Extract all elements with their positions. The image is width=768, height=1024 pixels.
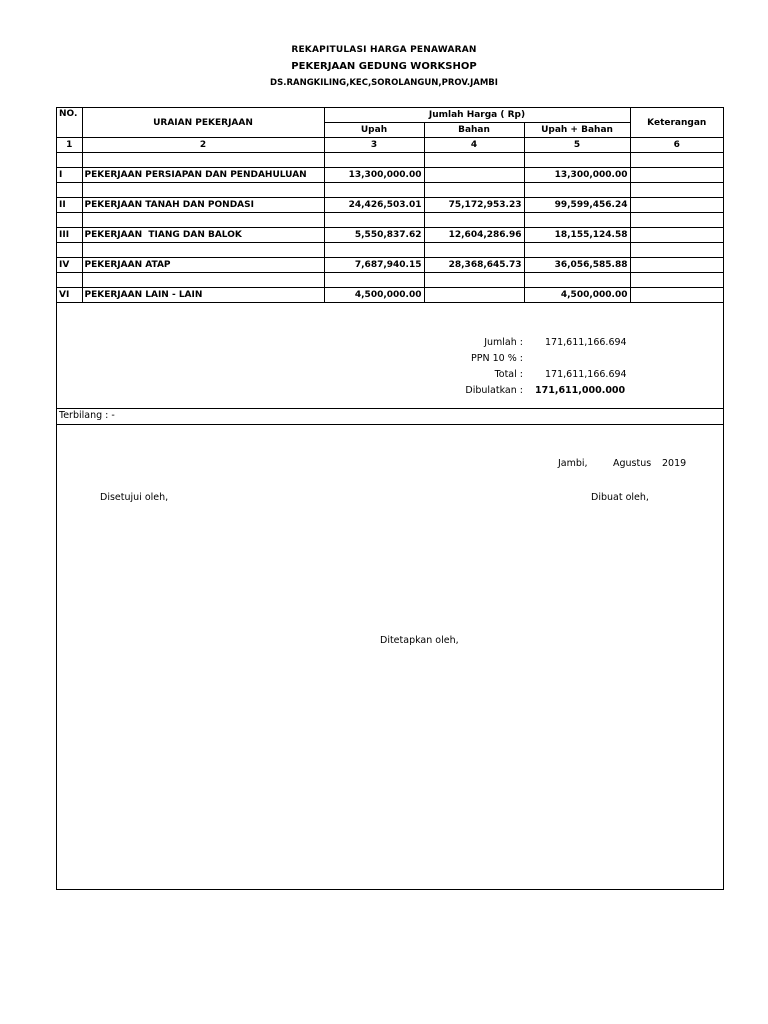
signature-year: 2019 <box>662 458 687 469</box>
row-bahan: 12,604,286.96 <box>424 228 524 243</box>
ppn-label: PPN 10 % : <box>471 353 523 364</box>
row-ket <box>630 168 723 183</box>
jumlah-row <box>57 336 723 350</box>
spacer-row <box>57 153 723 168</box>
approved-by-label: Disetujui oleh, <box>100 492 169 503</box>
row-total: 36,056,585.88 <box>524 258 630 273</box>
dibulatkan-label: Dibulatkan : <box>465 385 523 396</box>
spacer-row <box>57 213 723 228</box>
ppn-row <box>57 352 723 366</box>
row-no: II <box>57 198 82 213</box>
row-ket <box>630 288 723 303</box>
row-no: VI <box>57 288 82 303</box>
summary-section <box>57 315 723 409</box>
row-total: 13,300,000.00 <box>524 168 630 183</box>
table-header-row <box>57 108 723 123</box>
index-cell: 4 <box>424 138 524 153</box>
terbilang-text: Terbilang : - <box>59 410 115 421</box>
col-upah-header: Upah <box>324 123 424 138</box>
table-row <box>57 198 723 213</box>
index-cell: 1 <box>57 138 82 153</box>
row-upah: 4,500,000.00 <box>324 288 424 303</box>
established-by-label: Ditetapkan oleh, <box>380 635 459 646</box>
row-no: III <box>57 228 82 243</box>
recap-table <box>57 108 723 303</box>
table-row <box>57 228 723 243</box>
terbilang-row <box>57 408 723 425</box>
spacer-row <box>57 243 723 258</box>
col-uraian-header: URAIAN PEKERJAAN <box>82 108 324 138</box>
table-row <box>57 258 723 273</box>
jumlah-value: 171,611,166.694 <box>545 337 627 348</box>
row-upah: 24,426,503.01 <box>324 198 424 213</box>
document-title: REKAPITULASI HARGA PENAWARAN <box>291 45 477 55</box>
row-ket <box>630 228 723 243</box>
dibulatkan-value: 171,611,000.000 <box>535 385 626 396</box>
col-bahan-header: Bahan <box>424 123 524 138</box>
row-no: I <box>57 168 82 183</box>
total-value: 171,611,166.694 <box>545 369 627 380</box>
spacer-row <box>57 183 723 198</box>
row-upah: 5,550,837.62 <box>324 228 424 243</box>
row-uraian: PEKERJAAN ATAP <box>82 258 324 273</box>
col-ket-header: Keterangan <box>630 108 723 138</box>
index-cell: 2 <box>82 138 324 153</box>
row-bahan: 75,172,953.23 <box>424 198 524 213</box>
total-row <box>57 368 723 382</box>
row-ket <box>630 198 723 213</box>
row-bahan: 28,368,645.73 <box>424 258 524 273</box>
table-index-row <box>57 138 723 153</box>
signature-city: Jambi, <box>558 458 588 469</box>
col-jumlah-header: Jumlah Harga ( Rp) <box>324 108 630 123</box>
index-cell: 6 <box>630 138 723 153</box>
spacer-row <box>57 273 723 288</box>
recap-sheet <box>56 107 724 890</box>
row-total: 4,500,000.00 <box>524 288 630 303</box>
prepared-by-label: Dibuat oleh, <box>591 492 649 503</box>
col-total-header: Upah + Bahan <box>524 123 630 138</box>
signature-month: Agustus <box>613 458 652 469</box>
project-location: DS.RANGKILING,KEC,SOROLANGUN,PROV.JAMBI <box>270 78 498 88</box>
dibulatkan-row <box>57 384 723 398</box>
table-row <box>57 168 723 183</box>
project-name: PEKERJAAN GEDUNG WORKSHOP <box>291 61 477 72</box>
row-uraian: PEKERJAAN LAIN - LAIN <box>82 288 324 303</box>
jumlah-label: Jumlah : <box>484 337 523 348</box>
row-upah: 7,687,940.15 <box>324 258 424 273</box>
row-total: 18,155,124.58 <box>524 228 630 243</box>
total-label: Total : <box>494 369 523 380</box>
col-no-header: NO. <box>57 108 82 138</box>
row-bahan <box>424 288 524 303</box>
row-no: IV <box>57 258 82 273</box>
row-uraian: PEKERJAAN TIANG DAN BALOK <box>82 228 324 243</box>
row-ket <box>630 258 723 273</box>
index-cell: 5 <box>524 138 630 153</box>
row-total: 99,599,456.24 <box>524 198 630 213</box>
row-uraian: PEKERJAAN TANAH DAN PONDASI <box>82 198 324 213</box>
index-cell: 3 <box>324 138 424 153</box>
row-bahan <box>424 168 524 183</box>
table-row <box>57 288 723 303</box>
row-upah: 13,300,000.00 <box>324 168 424 183</box>
row-uraian: PEKERJAAN PERSIAPAN DAN PENDAHULUAN <box>82 168 324 183</box>
